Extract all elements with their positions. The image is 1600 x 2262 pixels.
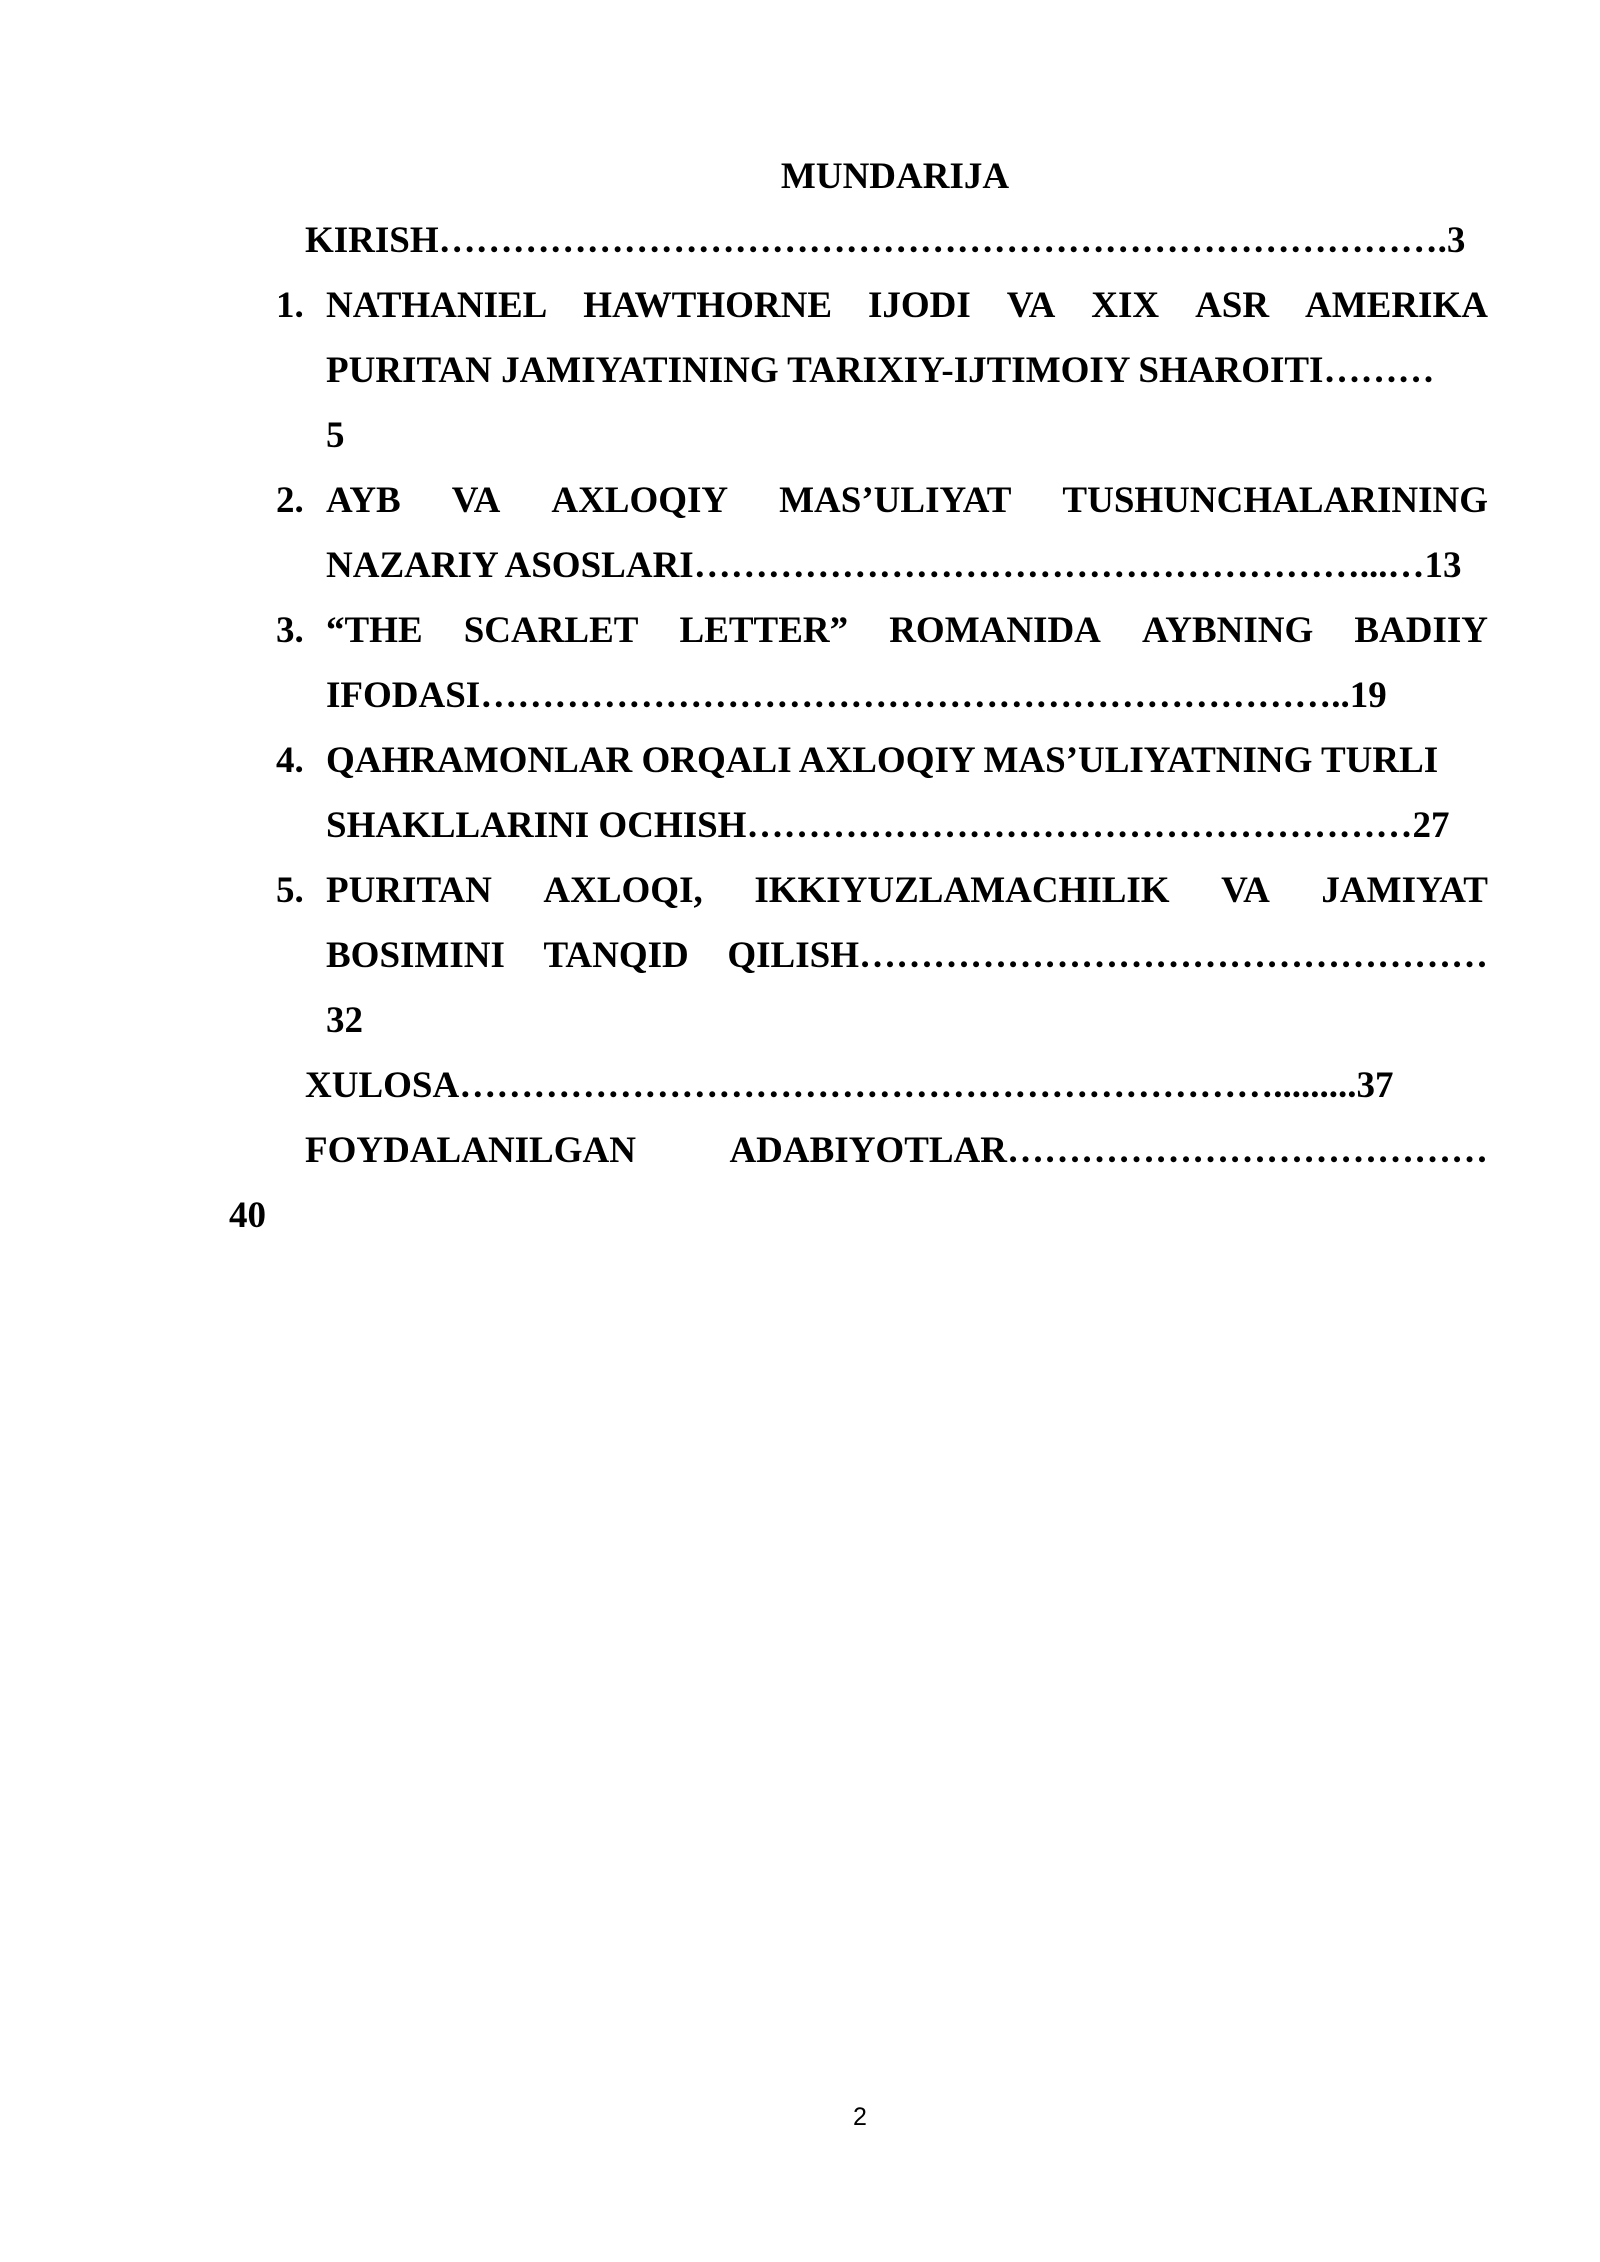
toc-word: “THE bbox=[326, 610, 423, 651]
toc-word: AMERIKA bbox=[1305, 285, 1488, 326]
toc-word: MAS’ULIYAT bbox=[779, 480, 1012, 521]
toc-word: BOSIMINI bbox=[326, 935, 505, 976]
toc-word: IKKIYUZLAMACHILIK bbox=[754, 870, 1170, 911]
toc-word: AYB bbox=[326, 480, 401, 521]
toc-item-1-number: 1. bbox=[276, 285, 304, 326]
toc-item-1-page: 5 bbox=[326, 415, 345, 456]
toc-item-3-number: 3. bbox=[276, 610, 304, 651]
toc-word: PURITAN bbox=[326, 870, 492, 911]
toc-word: SCARLET bbox=[463, 610, 639, 651]
toc-word: HAWTHORNE bbox=[583, 285, 833, 326]
toc-word: VA bbox=[451, 480, 501, 521]
toc-word: VA bbox=[1221, 870, 1270, 911]
toc-word: AYBNING bbox=[1141, 610, 1314, 651]
toc-word: VA bbox=[1006, 285, 1056, 326]
toc-entry-xulosa: XULOSA………………………………………………………….........37 bbox=[305, 1065, 1394, 1106]
toc-item-1-line-1 bbox=[326, 281, 1488, 331]
toc-item-2-number: 2. bbox=[276, 480, 304, 521]
toc-entry-adabiyotlar bbox=[305, 1126, 1488, 1176]
toc-word: BADIIY bbox=[1354, 610, 1488, 651]
toc-word: QILISH…………………………………………… bbox=[727, 935, 1488, 976]
toc-item-4-number: 4. bbox=[276, 740, 304, 781]
toc-item-4-line-1: QAHRAMONLAR ORQALI AXLOQIY MAS’ULIYATNING TURLI bbox=[326, 740, 1439, 781]
toc-item-3-line-1 bbox=[326, 606, 1488, 656]
toc-item-2-line-1 bbox=[326, 476, 1488, 526]
toc-word: IJODI bbox=[867, 285, 971, 326]
toc-word: XIX bbox=[1091, 285, 1160, 326]
toc-entry-adabiyotlar-page: 40 bbox=[229, 1195, 266, 1236]
toc-item-1-line-2: PURITAN JAMIYATINING TARIXIY-IJTIMOIY SHAROITI……… bbox=[326, 350, 1435, 391]
toc-word: FOYDALANILGAN bbox=[305, 1130, 636, 1171]
toc-word: TUSHUNCHALARINING bbox=[1062, 480, 1488, 521]
toc-entry-kirish bbox=[305, 216, 1465, 266]
toc-item-3-line-2: IFODASI……………………………………………………………..19 bbox=[326, 675, 1387, 716]
toc-word: NATHANIEL bbox=[326, 285, 548, 326]
toc-word: AXLOQIY bbox=[551, 480, 729, 521]
toc-word: LETTER” bbox=[679, 610, 849, 651]
toc-word: AXLOQI, bbox=[543, 870, 703, 911]
toc-item-5-page: 32 bbox=[326, 1000, 363, 1041]
toc-item-5-line-2 bbox=[326, 931, 1488, 981]
toc-word: TANQID bbox=[543, 935, 689, 976]
toc-item-2-line-2: NAZARIY ASOSLARI………………………………………………...…13 bbox=[326, 545, 1462, 586]
toc-item-5-number: 5. bbox=[276, 870, 304, 911]
toc-item-5-line-1 bbox=[326, 866, 1488, 916]
toc-entry-kirish-text: KIRISH……………………………………………………………………….3 bbox=[305, 220, 1466, 261]
toc-item-4-line-2: SHAKLLARINI OCHISH………………………………………………27 bbox=[326, 805, 1450, 846]
toc-word: ROMANIDA bbox=[889, 610, 1101, 651]
toc-word: ASR bbox=[1195, 285, 1270, 326]
page-number: 2 bbox=[853, 2103, 867, 2131]
toc-word: ADABIYOTLAR………………………………… bbox=[729, 1130, 1488, 1171]
toc-heading: MUNDARIJA bbox=[780, 156, 1010, 197]
toc-word: JAMIYAT bbox=[1321, 870, 1488, 911]
